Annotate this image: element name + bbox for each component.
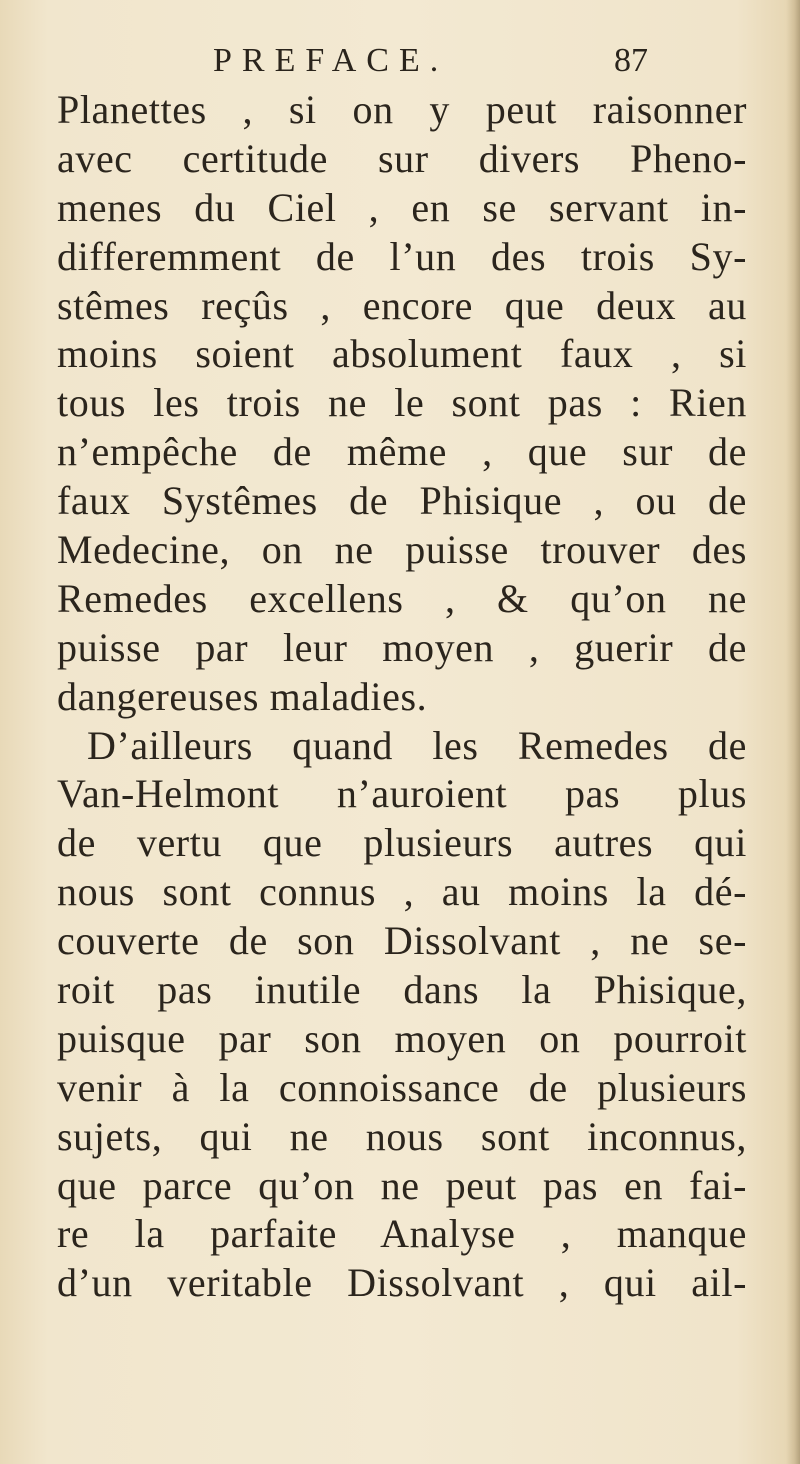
text-line-23: que parce qu’on ne peut pas en fai- <box>57 1162 747 1208</box>
text-line-17: nous sont connus , au moins la dé- <box>57 869 747 915</box>
running-head: PREFACE. <box>213 42 449 79</box>
text-line-22: sujets, qui ne nous sont inconnus, <box>57 1113 747 1159</box>
text-line-4: differemment de l’un des trois Sy- <box>57 233 747 279</box>
text-line-8: n’empêche de même , que sur de <box>57 429 747 475</box>
text-line-12: puisse par leur moyen , guerir de <box>57 624 747 670</box>
page-edge-shadow <box>786 0 800 1464</box>
text-line-7: tous les trois ne le sont pas : Rien <box>57 380 747 426</box>
text-line-16: de vertu que plusieurs autres qui <box>57 820 747 866</box>
text-line-19: roit pas inutile dans la Phisique, <box>57 967 747 1013</box>
text-line-13: dangereuses maladies. <box>57 673 428 719</box>
text-line-10: Medecine, on ne puisse trouver des <box>57 527 747 573</box>
text-line-21: venir à la connoissance de plusieurs <box>57 1064 747 1110</box>
text-line-24: re la parfaite Analyse , manque <box>57 1211 747 1257</box>
text-line-15: Van-Helmont n’auroient pas plus <box>57 771 747 817</box>
text-line-1: Planettes , si on y peut raisonner <box>57 87 747 132</box>
page-number: 87 <box>614 42 648 79</box>
text-line-25: d’un veritable Dissolvant , qui ail- <box>57 1260 747 1306</box>
text-line-14: D’ailleurs quand les Remedes de <box>87 722 747 768</box>
text-line-2: avec certitude sur divers Pheno- <box>57 135 747 181</box>
text-line-6: moins soient absolument faux , si <box>57 331 747 377</box>
page-header <box>0 42 800 92</box>
text-line-20: puisque par son moyen on pourroit <box>57 1015 747 1061</box>
text-line-3: menes du Ciel , en se servant in- <box>57 184 747 230</box>
text-line-5: stêmes reçûs , encore que deux au <box>57 282 747 328</box>
text-line-18: couverte de son Dissolvant , ne se- <box>57 918 747 964</box>
text-line-11: Remedes excellens , & qu’on ne <box>57 575 747 621</box>
body-text <box>57 86 747 1308</box>
text-line-9: faux Systêmes de Phisique , ou de <box>57 478 747 524</box>
